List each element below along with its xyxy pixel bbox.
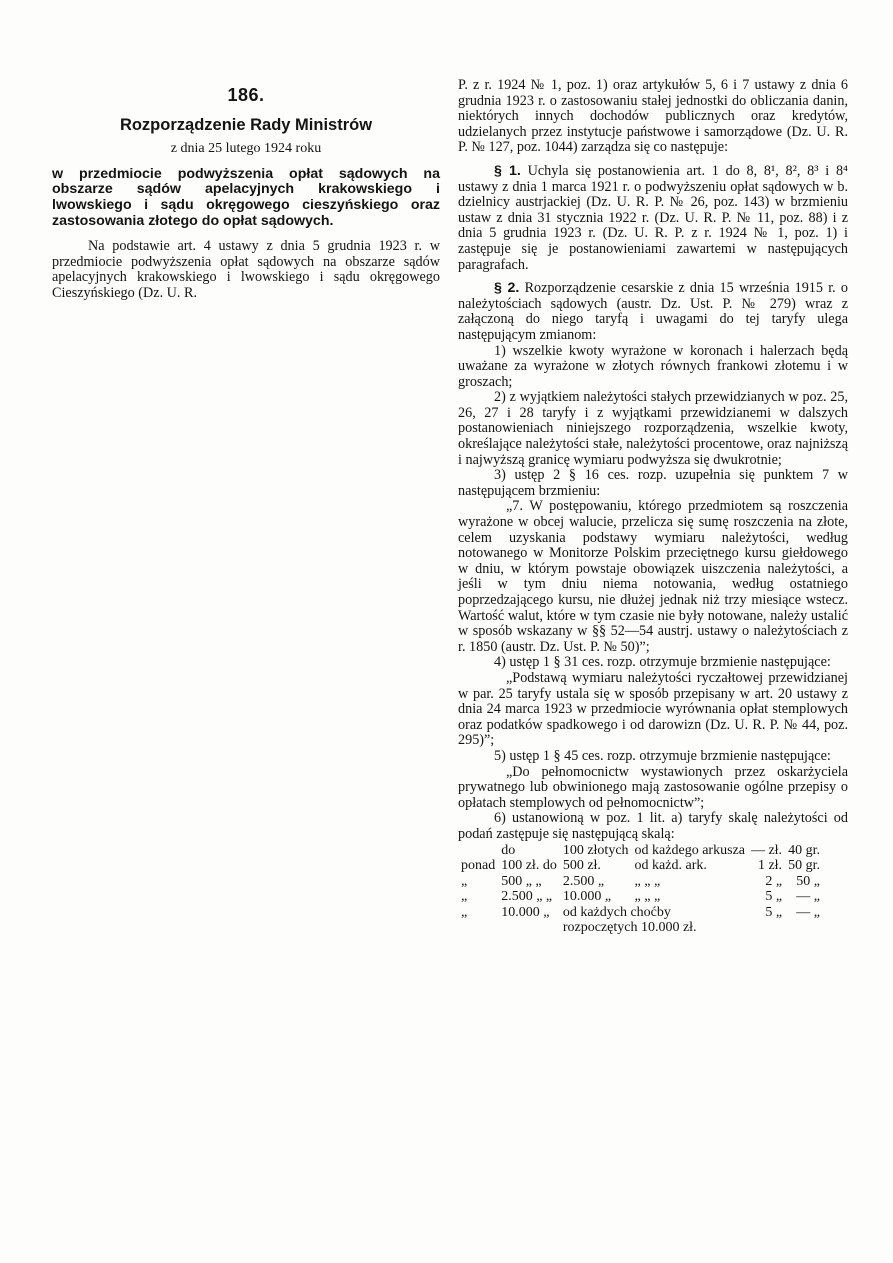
regulation-date: z dnia 25 lutego 1924 roku bbox=[170, 141, 322, 157]
fee-scale-cell: „ bbox=[461, 889, 468, 905]
fee-scale-cell: 500 „ „ bbox=[501, 873, 542, 889]
fee-scale-cell: 100 zł. do bbox=[501, 858, 557, 874]
right-column bbox=[458, 78, 848, 936]
fee-scale-cell: „ bbox=[461, 873, 468, 889]
fee-scale-cell: 2.500 „ bbox=[562, 873, 605, 889]
fee-scale-cell: 10.000 „ bbox=[562, 889, 612, 905]
fee-scale-cell: „ „ „ bbox=[634, 873, 661, 889]
fee-scale-row bbox=[458, 858, 823, 874]
fee-scale-cell: 100 złotych bbox=[562, 842, 629, 858]
section-2-label: § 2. bbox=[494, 280, 520, 297]
point-4: 4) ustęp 1 § 31 ces. rozp. otrzymuje brzmienie następujące: bbox=[494, 654, 831, 671]
point-2: 2) z wyjątkiem należytości stałych przewidzianych w poz. 25, 26, 27 i 28 taryfy i z wyjątkami przewidzianemi w dalszych postanowieniach niniejszego rozporządzenia, wszelkie kwoty, określające należytości stałe, należytości procentowe, oraz najniższą i najwyższą granicę wymiaru podwyższa się dwukrotnie; bbox=[458, 389, 848, 468]
point-3-quote: „7. W postępowaniu, którego przedmiotem są roszczenia wyrażone w obcej walucie, przelicza się sumę roszczenia na złote, celem uzyskania podstawy wymiaru należytości, według notowanego w Monitorze Polskim przeciętnego kursu giełdowego w dniu, w którym powstaje obowiązek uiszczenia należytości, a jeśli w tym dniu niema notowania, według ostatniego poprzedzającego kursu, nie dłużej jednak niż trzy miesiące wstecz. Wartość walut, które w tym czasie nie były notowane, należy ustalić w sposób wskazany w §§ 52—54 austrj. ustawy o należytościach z r. 1850 (austr. Dz. Ust. P. № 50)”; bbox=[458, 498, 848, 655]
fee-scale-cell: 1 zł. bbox=[757, 858, 783, 874]
point-3: 3) ustęp 2 § 16 ces. rozp. uzupełnia się punktem 7 w następującem brzmieniu: bbox=[458, 467, 848, 499]
fee-scale-cell bbox=[458, 843, 498, 859]
fee-scale-row bbox=[458, 843, 823, 859]
section-2-text: Rozporządzenie cesarskie z dnia 15 września 1915 r. o należytościach sądowych (austr. Dz. Ust. P. № 279) wraz z załączoną do niego taryfą i uwagami do tej taryfy ulega następującym zmianom: bbox=[458, 280, 848, 343]
fee-scale-cell: do bbox=[501, 842, 516, 858]
fee-scale-cell: — „ bbox=[796, 904, 820, 920]
fee-scale-row bbox=[458, 889, 823, 905]
fee-scale-cell: od każd. ark. bbox=[634, 858, 707, 874]
point-4-quote: „Podstawą wymiaru należytości ryczałtowej przewidzianej w par. 25 taryfy ustala się w sposób przepisany w art. 20 ustawy z dnia 24 marca 1923 w przedmiocie wyrównania opłat stemplowych oraz podatków spadkowego i od darowizn (Dz. U. R. P. № 44, poz. 295)”; bbox=[458, 669, 848, 749]
preamble-paragraph: Na podstawie art. 4 ustawy z dnia 5 grudnia 1923 r. w przedmiocie podwyższenia opłat sądowych na obszarze sądów apelacyjnych krakowskiego i lwowskiego i sądu okręgowego Cieszyńskiego (Dz. U. R. bbox=[52, 238, 440, 301]
fee-scale-row bbox=[458, 874, 823, 890]
point-1: 1) wszelkie kwoty wyrażone w koronach i halerzach będą uważane za wyrażone w złotych równych frankowi złotemu i w groszach; bbox=[458, 342, 848, 390]
section-1-text: Uchyla się postanowienia art. 1 do 8, 8¹, 8², 8³ i 8⁴ ustawy z dnia 1 marca 1921 r. o podwyższeniu opłat sądowych w b. dzielnicy austrjackiej (Dz. U. R. P. № 26, poz. 143) w brzmieniu ustaw z dnia 31 stycznia 1922 r. (Dz. U. R. P. № 11, poz. 88) i z dnia 5 grudnia 1923 r. (Dz. U. R. P. z r. 1924 № 1, poz. 1) i zastępuje się je postanowieniami zawartemi w następujących paragrafach. bbox=[458, 162, 848, 273]
fee-scale-cell: — „ bbox=[796, 889, 820, 905]
fee-scale-cell: 10.000 „ bbox=[501, 904, 550, 920]
fee-scale-cell: 5 „ bbox=[765, 904, 783, 920]
fee-scale-cell: „ bbox=[461, 904, 468, 920]
fee-scale-cell: 50 gr. bbox=[788, 858, 820, 874]
regulation-title: Rozporządzenie Rady Ministrów bbox=[119, 115, 373, 134]
fee-scale-table bbox=[458, 843, 823, 937]
fee-scale-cell: 2.500 „ „ bbox=[501, 889, 553, 905]
fee-scale-cell: 2 „ bbox=[765, 873, 783, 889]
left-column bbox=[52, 78, 440, 302]
point-6: 6) ustanowioną w poz. 1 lit. a) taryfy skalę należytości od podań zastępuje się następującą skalą: bbox=[458, 810, 848, 842]
regulation-subject: w przedmiocie podwyższenia opłat sądowych na obszarze sądów apelacyjnych krakowskiego i lwowskiego i sądu okręgowego cieszyńskiego oraz zastosowania złotego do opłat sądowych. bbox=[52, 165, 440, 229]
fee-scale-cell: — zł. bbox=[750, 842, 783, 858]
fee-scale-cell: ponad bbox=[461, 858, 496, 874]
preamble-continued: P. z r. 1924 № 1, poz. 1) oraz artykułów 5, 6 i 7 ustawy z dnia 6 grudnia 1923 r. o zastosowaniu stałej jednostki do obliczania danin, niektórych innych dochodów publicznych oraz kredytów, udzielanych przez instytucje państwowe i samorządowe (Dz. U. R. P. № 127, poz. 1044) zarządza się co następuje: bbox=[458, 77, 848, 156]
point-5: 5) ustęp 1 § 45 ces. rozp. otrzymuje brzmienie następujące: bbox=[494, 747, 831, 764]
fee-scale-cell: „ „ „ bbox=[634, 889, 661, 905]
section-2 bbox=[458, 281, 848, 343]
fee-scale-cell: 500 zł. bbox=[562, 858, 601, 874]
fee-scale-cell: od każdego arkusza bbox=[634, 842, 745, 858]
section-1-label: § 1. bbox=[494, 162, 521, 179]
fee-scale-cell: 40 gr. bbox=[788, 842, 820, 858]
fee-scale-row bbox=[458, 905, 823, 936]
point-5-quote: „Do pełnomocnictw wystawionych przez oskarżyciela prywatnego lub obwinionego mają zastosowanie ogólne przepisy o opłatach stemplowych od pełnomocnictw”; bbox=[458, 763, 848, 811]
fee-scale-cell: 5 „ bbox=[765, 889, 783, 905]
regulation-number: 186. bbox=[227, 85, 265, 105]
section-1 bbox=[458, 164, 848, 273]
fee-scale-cell: od każdych choćby rozpoczętych 10.000 zł. bbox=[562, 904, 697, 936]
fee-scale-cell: 50 „ bbox=[796, 873, 820, 889]
